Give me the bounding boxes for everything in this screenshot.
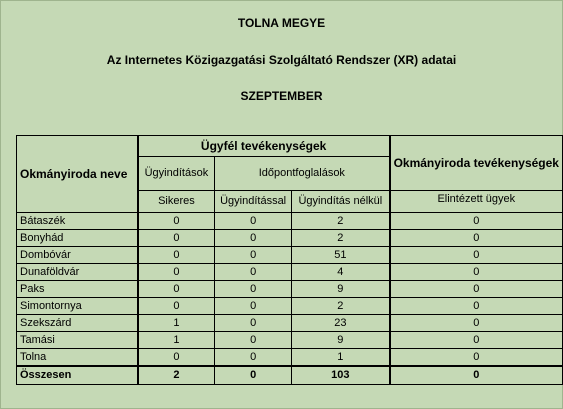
- office-name: Simontornya: [17, 298, 138, 315]
- successful-count: 0: [138, 298, 215, 315]
- office-name: Tolna: [17, 349, 138, 367]
- office-name: Bonyhád: [17, 230, 138, 247]
- report-subtitle: Az Internetes Közigazgatási Szolgáltató Rendszer (XR) adatai: [106, 53, 457, 67]
- submissions-header: Ügyindítások: [138, 157, 215, 191]
- successful-count: 1: [138, 315, 215, 332]
- without-submission-count: 51: [292, 247, 390, 264]
- without-submission-count: 2: [292, 298, 390, 315]
- completed-count: 0: [390, 213, 563, 230]
- completed-header: Elintézett ügyek: [390, 191, 563, 213]
- total-label: Összesen: [17, 366, 138, 385]
- completed-count: 0: [390, 315, 563, 332]
- appointments-header: Időpontfoglalások: [215, 157, 390, 191]
- with-submission-count: 0: [215, 264, 292, 281]
- table-row: [17, 281, 563, 298]
- successful-count: 0: [138, 213, 215, 230]
- with-submission-count: 0: [215, 332, 292, 349]
- total-successful: 2: [138, 366, 215, 385]
- successful-count: 0: [138, 281, 215, 298]
- table-row: [17, 264, 563, 281]
- office-name: Bátaszék: [17, 213, 138, 230]
- office-activities-header: Okmányiroda tevékenységek: [390, 136, 563, 191]
- table-row: [17, 332, 563, 349]
- table-row: [17, 298, 563, 315]
- total-row: [17, 366, 563, 385]
- total-with-submission: 0: [215, 366, 292, 385]
- table-row: [17, 213, 563, 230]
- without-submission-count: 4: [292, 264, 390, 281]
- county-title: TOLNA MEGYE: [237, 16, 326, 30]
- without-submission-count: 9: [292, 332, 390, 349]
- successful-count: 0: [138, 264, 215, 281]
- without-submission-count: 1: [292, 349, 390, 367]
- office-name-header: Okmányiroda neve: [17, 136, 138, 213]
- completed-count: 0: [390, 230, 563, 247]
- table-row: [17, 230, 563, 247]
- without-submission-count: 2: [292, 230, 390, 247]
- total-completed: 0: [390, 366, 563, 385]
- completed-count: 0: [390, 349, 563, 367]
- without-submission-count: 23: [292, 315, 390, 332]
- client-activities-header: Ügyfél tevékenységek: [138, 136, 390, 157]
- successful-header: Sikeres: [138, 191, 215, 213]
- month-title: SZEPTEMBER: [240, 89, 323, 103]
- office-name: Dunaföldvár: [17, 264, 138, 281]
- with-submission-count: 0: [215, 230, 292, 247]
- successful-count: 0: [138, 230, 215, 247]
- statistics-table: [16, 135, 563, 385]
- office-name: Szekszárd: [17, 315, 138, 332]
- office-name: Tamási: [17, 332, 138, 349]
- successful-count: 1: [138, 332, 215, 349]
- table-row: [17, 247, 563, 264]
- without-submission-count: 2: [292, 213, 390, 230]
- without-submission-header: Ügyindítás nélkül: [292, 191, 390, 213]
- completed-count: 0: [390, 264, 563, 281]
- with-submission-count: 0: [215, 298, 292, 315]
- completed-count: 0: [390, 332, 563, 349]
- table-body: [17, 213, 563, 367]
- with-submission-count: 0: [215, 281, 292, 298]
- with-submission-count: 0: [215, 349, 292, 367]
- successful-count: 0: [138, 349, 215, 367]
- with-submission-header: Ügyindítással: [215, 191, 292, 213]
- completed-count: 0: [390, 298, 563, 315]
- office-name: Dombóvár: [17, 247, 138, 264]
- completed-count: 0: [390, 247, 563, 264]
- with-submission-count: 0: [215, 213, 292, 230]
- with-submission-count: 0: [215, 315, 292, 332]
- completed-count: 0: [390, 281, 563, 298]
- successful-count: 0: [138, 247, 215, 264]
- without-submission-count: 9: [292, 281, 390, 298]
- table-row: [17, 349, 563, 367]
- total-without-submission: 103: [292, 366, 390, 385]
- office-name: Paks: [17, 281, 138, 298]
- with-submission-count: 0: [215, 247, 292, 264]
- table-row: [17, 315, 563, 332]
